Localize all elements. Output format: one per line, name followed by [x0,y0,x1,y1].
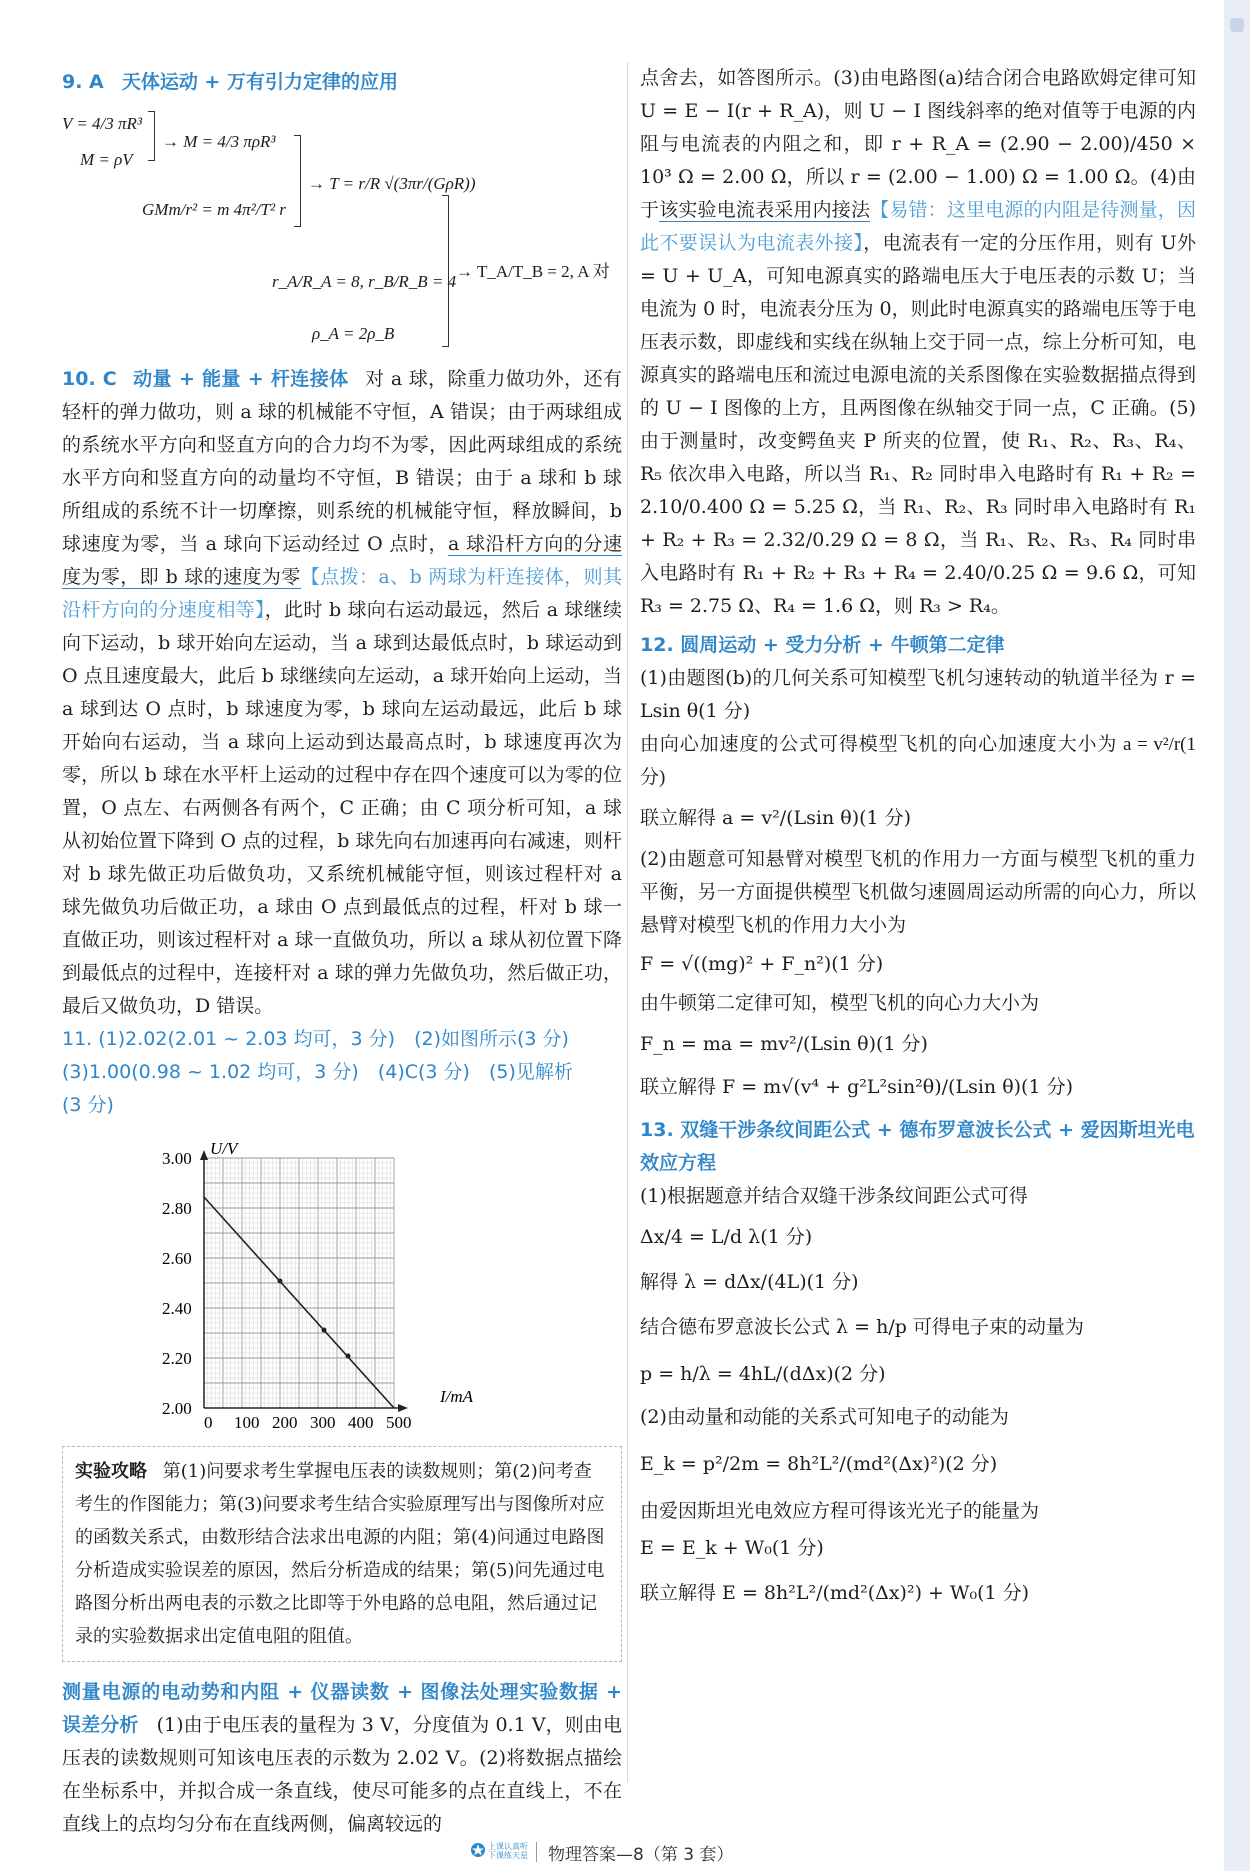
q11-tip: 【易错：这里电源的内阻是待测量，因此不要误认为电流表外接】 [640,199,1196,254]
q12-line: 联立解得 a = v²/(Lsin θ)(1 分) [640,807,912,829]
page-edge-strip [1224,0,1250,1871]
q10-topic: 动量 + 能量 + 杆连接体 [133,368,349,390]
q11-text-right-1: 点舍去，如答图所示。(3)由电路图(a)结合闭合电路欧姆定律可知 U = E − I(r + R_A)，则 U − I 图线斜率的绝对值等于电源的内阻与电流表的内阻之和，即 r + R_A = (2.90 − 2.00)/450 × 10³ Ω = 2.00 Ω，所以 r = (2.00 − 1.00) Ω = 1.00 Ω。(4)由于 [640,67,1196,221]
brand-logo [470,1838,530,1864]
q11-text-right-2: ，电流表有一定的分压作用，则有 U外 = U + U_A，可知电源真实的路端电压大于电压表的示数 U；当电流为 0 时，电流表分压为 0，则此时电源真实的路端电压等于电压表示数，即虚线和实线在纵轴上交于同一点，综上分析可知，电源真实的路端电压和流过电源电流的关系图像在实验数据描点得到的 U − I 图像的上方，且两图像在纵轴交于同一点，C 正确。(5)由于测量时，改变鳄鱼夹 P 所夹的位置，使 R₁、R₂、R₃、R₄、R₅ 依次串入电路，所以当 R₁、R₂ 同时串入电路时有 R₁ + R₂ = 2.10/0.400 Ω = 5.25 Ω，当 R₁、R₂、R₃ 同时串入电路时有 R₁ + R₂ + R₃ = 2.32/0.29 Ω = 8 Ω，当 R₁、R₂、R₃、R₄ 同时串入电路时有 R₁ + R₂ + R₃ + R₄ = 2.40/0.25 Ω = 9.6 Ω，可知 R₃ = 2.75 Ω、R₄ = 1.6 Ω，则 R₃ > R₄。 [640,232,1196,617]
data-point [322,1328,327,1333]
y-tick-label: 2.00 [162,1399,192,1418]
q10-text-1: 对 a 球，除重力做功外，还有轻杆的弹力做功，则 a 球的机械能不守恒，A 错误；由于两球组成的系统水平方向和竖直方向的合力均不为零，因此两球组成的系统水平方向和竖直方向的动量均不守恒，B 错误；由于 a 球和 b 球所组成的系统不计一切摩擦，则系统的机械能守恒，释放瞬间，b 球速度为零，当 a 球向下运动经过 O 点时， [62,368,622,555]
q9-bracket-1 [148,111,155,161]
q9-formula-m: M = ρV [80,150,133,169]
q9-formula-m2: → M = 4/3 πρR³ [162,132,276,151]
data-point [278,1279,283,1284]
q10-number: 10. C [62,368,117,390]
x-tick-label: 0 [204,1413,213,1432]
tips-text: 第(1)问要求考生掌握电压表的读数规则；第(2)问考查考生的作图能力；第(3)问要求考生结合实验原理写出与图像所对应的函数关系式，由数形结合法求出电源的内阻；第(4)问通过电路图分析造成实验误差的原因，然后分析造成的结果；第(5)问先通过电路图分析出两电表的示数之比即等于外电路的总电阻，然后通过记录的实验数据求出定值电阻的阻值。 [75,1461,605,1647]
q12-line: 由向心加速度的公式可得模型飞机的向心加速度大小为 a = v²/r(1 分) [640,734,1196,788]
q11-graph-svg [62,1136,542,1436]
tips-title: 实验攻略 [75,1461,147,1482]
x-axis-arrow [398,1404,408,1412]
experiment-tips-box [62,1446,622,1662]
q9-formula-gmm: GMm/r² = m 4π²/T² r [142,200,286,219]
x-tick-label: 100 [234,1413,260,1432]
left-column [62,66,622,1841]
logo-line-2: 下课练天星 [488,1851,528,1860]
right-column [640,62,1196,1610]
q13-line: 解得 λ = dΔx/(4L)(1 分) [640,1271,859,1293]
data-point [346,1354,351,1359]
q9-heading [62,66,622,99]
q9-number: 9. A [62,71,104,93]
x-tick-label: 200 [272,1413,298,1432]
y-tick-label: 2.20 [162,1349,192,1368]
q10-text-2: ，此时 b 球向右运动最远，然后 a 球继续向下运动，b 球开始向左运动，当 a 球到达最低点时，b 球运动到 O 点且速度最大，此后 b 球继续向左运动，a 球开始向上运动，当 a 球到达 O 点时，b 球速度为零，b 球向左运动最远，此后 b 球开始向右运动，当 a 球向上运动到达最高点时，b 球速度再次为零，所以 b 球在水平杆上运动的过程中存在四个速度可以为零的位置，O 点左、右两侧各有两个，C 正确；由 C 项分析可知，a 球从初始位置下降到 O 点的过程，b 球先向右加速再向右减速，则杆对 b 球先做正功后做负功，又系统机械能守恒，则该过程杆对 a 球先做负功后做正功，a 球由 O 点到最低点的过程，杆对 b 球一直做正功，则该过程杆对 a 球一直做负功，所以 a 球从初位置下降到最低点的过程中，连接杆对 a 球的弹力先做负功，然后做正功，最后又做负功，D 错误。 [62,599,622,1017]
q11-answer-line-3: (3 分) [62,1094,114,1116]
y-axis-label: U/V [210,1139,238,1158]
q9-topic: 天体运动 + 万有引力定律的应用 [121,71,398,93]
q12-line: F = √((mg)² + F_n²)(1 分) [640,953,884,975]
q13-line: E = E_k + W₀(1 分) [640,1537,824,1559]
y-tick-label: 2.40 [162,1299,192,1318]
q13-line: p = h/λ = 4hL/(dΔx)(2 分) [640,1363,886,1385]
graph-grid [204,1158,394,1408]
q13-heading: 13. 双缝干涉条纹间距公式 + 德布罗意波长公式 + 爱因斯坦光电效应方程 [640,1119,1195,1174]
q11-answer-line-1: 11. (1)2.02(2.01 ~ 2.03 均可，3 分) (2)如图所示(3 分) [62,1028,569,1050]
q12-heading: 12. 圆周运动 + 受力分析 + 牛顿第二定律 [640,634,1005,656]
q9-formula-tree [62,105,622,361]
x-tick-label: 400 [348,1413,374,1432]
q13-line: 结合德布罗意波长公式 λ = h/p 可得电子束的动量为 [640,1316,1084,1338]
q9-formula-v: V = 4/3 πR³ [62,114,143,133]
q13-line: 由爱因斯坦光电效应方程可得该光光子的能量为 [640,1500,1040,1522]
x-tick-labels [204,1413,412,1432]
q11-answer-line-2: (3)1.00(0.98 ~ 1.02 均可，3 分) (4)C(3 分) (5)见解析 [62,1061,573,1083]
q9-formula-result: → T_A/T_B = 2, A 对 [456,262,610,281]
footer-separator [536,1842,537,1862]
y-axis-arrow [200,1150,208,1160]
q9-bracket-2 [294,135,301,227]
x-tick-label: 500 [386,1413,412,1432]
q13-line: E_k = p²/2m = 8h²L²/(md²(Δx)²)(2 分) [640,1453,998,1475]
q11-answers [62,1023,622,1122]
q12-line: (1)由题图(b)的几何关系可知模型飞机匀速转动的轨道半径为 r = Lsin θ(1 分) [640,667,1196,722]
q9-formula-t: → T = r/R √(3πr/(GρR)) [308,174,476,193]
q12-line: (2)由题意可知悬臂对模型飞机的作用力一方面与模型飞机的重力平衡，另一方面提供模型飞机做匀速圆周运动所需的向心力，所以悬臂对模型飞机的作用力大小为 [640,848,1196,936]
q10-tip: 【点拨：a、b 两球为杆连接体，则其沿杆方向的分速度相等】 [62,566,623,621]
q10-paragraph [62,363,622,1023]
x-tick-label: 300 [310,1413,336,1432]
q12-line: F_n = ma = mv²/(Lsin θ)(1 分) [640,1033,928,1055]
y-tick-label: 2.80 [162,1199,192,1218]
q11-explanation-right [640,62,1196,623]
q9-formula-ratios: r_A/R_A = 8, r_B/R_B = 4 [272,272,457,291]
q10-underline: a 球沿杆方向的分速度为零，即 b 球的速度为零 [62,533,622,588]
q12-line: 联立解得 F = m√(v⁴ + g²L²sin²θ)/(Lsin θ)(1 分) [640,1076,1073,1098]
q13-line: Δx/4 = L/d λ(1 分) [640,1226,813,1248]
q9-bracket-3 [442,195,449,347]
q13-line: 联立解得 E = 8h²L²/(md²(Δx)²) + W₀(1 分) [640,1582,1030,1604]
q12-line: 由牛顿第二定律可知，模型飞机的向心力大小为 [640,992,1040,1014]
star-logo-icon [470,1838,486,1862]
q13-line: (2)由动量和动能的关系式可知电子的动能为 [640,1406,1009,1428]
page-edge-tab [1230,18,1244,32]
x-axis-label: I/mA [440,1387,474,1406]
logo-line-1: 上课认真听 [488,1842,528,1851]
q9-formula-rho: ρ_A = 2ρ_B [312,324,395,343]
q11-explanation-left [62,1676,622,1841]
page-number-label: 物理答案—8（第 3 套） [548,1845,734,1865]
y-tick-label: 3.00 [162,1149,192,1168]
q13-line: (1)根据题意并结合双缝干涉条纹间距公式可得 [640,1185,1028,1207]
y-tick-label: 2.60 [162,1249,192,1268]
q11-ui-graph [62,1136,622,1436]
q11-underline: 该实验电流表采用内接法 [659,199,871,221]
column-divider [627,62,628,1782]
y-tick-labels [162,1149,192,1418]
q11-topic: 测量电源的电动势和内阻 + 仪器读数 + 图像法处理实验数据 + 误差分析 [62,1681,622,1736]
page-footer [470,1838,830,1866]
logo-text [488,1842,528,1860]
q11-text-left: (1)由于电压表的量程为 3 V，分度值为 0.1 V，则由电压表的读数规则可知该电压表的示数为 2.02 V。(2)将数据点描绘在坐标系中，并拟合成一条直线，使尽可能多的点在直线上，不在直线上的点均匀分布在直线两侧，偏离较远的 [62,1714,622,1835]
